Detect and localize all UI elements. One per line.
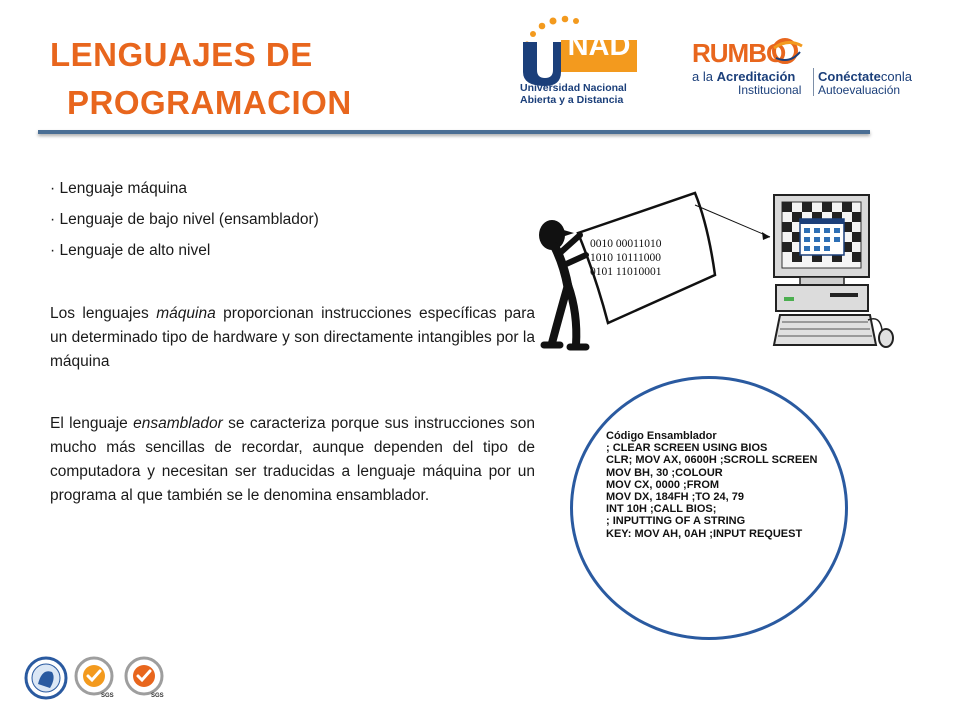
rumbo-connect-rest: conla bbox=[880, 69, 912, 84]
sgs-label: SGS bbox=[101, 693, 114, 699]
binary-line: 1010 10111000 bbox=[590, 252, 662, 264]
rumbo-swirl-icon bbox=[770, 36, 804, 66]
binary-line: 0010 00011010 bbox=[590, 238, 662, 250]
bullet-item: · Lenguaje de alto nivel bbox=[50, 242, 211, 259]
rumbo-connect-line-2: Autoevaluación bbox=[818, 83, 901, 97]
rumbo-wordmark: RUMBO bbox=[692, 38, 786, 68]
code-line: CLR; MOV AX, 0600H ;SCROLL SCREEN bbox=[606, 454, 818, 467]
code-line: ; INPUTTING OF A STRING bbox=[606, 515, 746, 528]
code-line: MOV CX, 0000 ;FROM bbox=[606, 478, 720, 491]
assembly-code-block bbox=[606, 430, 817, 540]
unad-name-line-2: Abierta y a Distancia bbox=[520, 94, 624, 106]
slide-title-line-2: PROGRAMACION bbox=[67, 84, 352, 121]
unad-letters bbox=[561, 28, 637, 60]
paragraph-2-post: se caracteriza porque sus instrucciones son mucho más sencillas de recordar, aunque dependen del tipo de computadora y necesitan ser traducidas a lenguaje máquina por un programa al que también se le denomina ensamblador. bbox=[50, 415, 535, 504]
colombia-seal-icon bbox=[26, 658, 66, 698]
rumbo-line-2: Institucional bbox=[738, 83, 802, 97]
assembly-code-title: Código Ensamblador bbox=[606, 430, 717, 442]
code-line: KEY: MOV AH, 0AH ;INPUT REQUEST bbox=[606, 527, 803, 540]
unad-name-line-1: Universidad Nacional bbox=[520, 82, 627, 94]
rumbo-separator bbox=[813, 68, 814, 96]
paragraph-1-post: proporcionan instrucciones específicas para un determinado tipo de hardware y son directamente intangibles por la máquina bbox=[50, 305, 535, 370]
paragraph-machine-language bbox=[50, 302, 535, 374]
binary-code-sign bbox=[590, 237, 661, 279]
paragraph-1-emphasis: máquina bbox=[156, 305, 216, 322]
sgs-badge-icon bbox=[126, 658, 162, 694]
rumbo-line-1 bbox=[692, 69, 795, 84]
code-line: MOV DX, 184FH ;TO 24, 79 bbox=[606, 491, 744, 504]
bullet-item: · Lenguaje de bajo nivel (ensamblador) bbox=[50, 211, 319, 228]
title-divider bbox=[38, 130, 870, 134]
sgs-badge-icon bbox=[76, 658, 112, 694]
code-line: ; CLEAR SCREEN USING BIOS bbox=[606, 442, 768, 455]
bullet-item: · Lenguaje máquina bbox=[50, 180, 188, 197]
certification-logos bbox=[22, 650, 182, 710]
sgs-label: SGS bbox=[151, 693, 164, 699]
slide-title-line-1: LENGUAJES DE bbox=[50, 36, 313, 73]
binary-line: 0101 11010001 bbox=[590, 266, 662, 278]
code-line: MOV BH, 30 ;COLOUR bbox=[606, 466, 723, 479]
svg-text:NAD: NAD bbox=[567, 30, 631, 60]
stick-figure-computer-illustration bbox=[530, 185, 910, 360]
rumbo-connect-bold: Conéctate bbox=[818, 69, 881, 84]
rumbo-line-1-prefix: a la bbox=[692, 69, 717, 84]
paragraph-assembly-language bbox=[50, 412, 535, 508]
unad-name bbox=[520, 82, 627, 106]
paragraph-2-emphasis: ensamblador bbox=[133, 415, 223, 432]
rumbo-line-1-bold: Acreditación bbox=[716, 69, 796, 84]
rumbo-connect-line-1 bbox=[818, 69, 912, 84]
code-line: INT 10H ;CALL BIOS; bbox=[606, 503, 717, 516]
paragraph-2-pre: El lenguaje bbox=[50, 415, 134, 432]
paragraph-1-pre: Los lenguajes bbox=[50, 305, 157, 322]
